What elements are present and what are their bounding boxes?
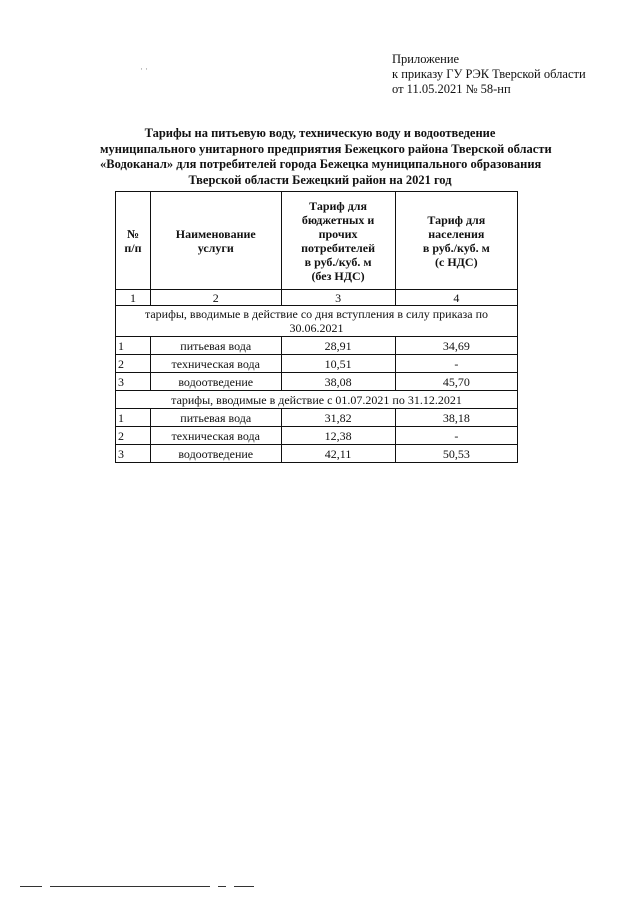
- row-budget: 31,82: [281, 409, 395, 427]
- row-budget: 10,51: [281, 355, 395, 373]
- section-title-row: [116, 391, 518, 409]
- row-budget: 12,38: [281, 427, 395, 445]
- table-header-row: [116, 192, 518, 290]
- row-budget: 42,11: [281, 445, 395, 463]
- scan-speck: ··: [140, 64, 150, 74]
- header-budget-tariff: Тариф для бюджетных и прочих потребителей в руб./куб. м (без НДС): [281, 192, 395, 290]
- tariff-table: [115, 191, 518, 463]
- appendix-block: [392, 52, 586, 97]
- row-num: 1: [116, 409, 151, 427]
- title-line: «Водоканал» для потребителей города Бежецка муниципального образования: [100, 157, 542, 171]
- footer-scan-line: [20, 886, 42, 887]
- title-line: Тверской области Бежецкий район на 2021 год: [188, 172, 452, 187]
- table-row: [116, 373, 518, 391]
- table-row: [116, 337, 518, 355]
- row-service: водоотведение: [150, 373, 281, 391]
- row-population: -: [395, 355, 517, 373]
- row-num: 3: [116, 373, 151, 391]
- section-title: тарифы, вводимые в действие со дня вступления в силу приказа по 30.06.2021: [116, 306, 518, 337]
- footer-scan-line: [50, 886, 210, 887]
- table-row: [116, 355, 518, 373]
- appendix-line: к приказу ГУ РЭК Тверской области: [392, 67, 586, 81]
- appendix-line: от 11.05.2021 № 58-нп: [392, 82, 511, 96]
- section-title-row: [116, 306, 518, 337]
- table-row: [116, 445, 518, 463]
- row-budget: 28,91: [281, 337, 395, 355]
- row-num: 2: [116, 427, 151, 445]
- row-population: 34,69: [395, 337, 517, 355]
- row-budget: 38,08: [281, 373, 395, 391]
- column-number: 2: [150, 290, 281, 306]
- column-number: 4: [395, 290, 517, 306]
- column-number: 1: [116, 290, 151, 306]
- header-service: Наименование услуги: [150, 192, 281, 290]
- header-population-tariff: Тариф для населения в руб./куб. м (с НДС): [395, 192, 517, 290]
- row-service: техническая вода: [150, 427, 281, 445]
- section-title: тарифы, вводимые в действие с 01.07.2021 по 31.12.2021: [116, 391, 518, 409]
- column-numbers-row: [116, 290, 518, 306]
- title-line: муниципального унитарного предприятия Бежецкого района Тверской области: [100, 141, 552, 156]
- row-population: 50,53: [395, 445, 517, 463]
- appendix-line: Приложение: [392, 52, 460, 66]
- footer-scan-line: [234, 886, 254, 887]
- footer-scan-line: [218, 886, 226, 887]
- column-number: 3: [281, 290, 395, 306]
- table-row: [116, 409, 518, 427]
- row-service: техническая вода: [150, 355, 281, 373]
- row-population: 38,18: [395, 409, 517, 427]
- document-title: [100, 126, 552, 188]
- row-num: 1: [116, 337, 151, 355]
- table-row: [116, 427, 518, 445]
- row-population: -: [395, 427, 517, 445]
- row-population: 45,70: [395, 373, 517, 391]
- row-service: водоотведение: [150, 445, 281, 463]
- title-line: Тарифы на питьевую воду, техническую воду и водоотведение: [144, 126, 496, 140]
- row-service: питьевая вода: [150, 409, 281, 427]
- row-num: 2: [116, 355, 151, 373]
- row-service: питьевая вода: [150, 337, 281, 355]
- header-num: № п/п: [116, 192, 151, 290]
- row-num: 3: [116, 445, 151, 463]
